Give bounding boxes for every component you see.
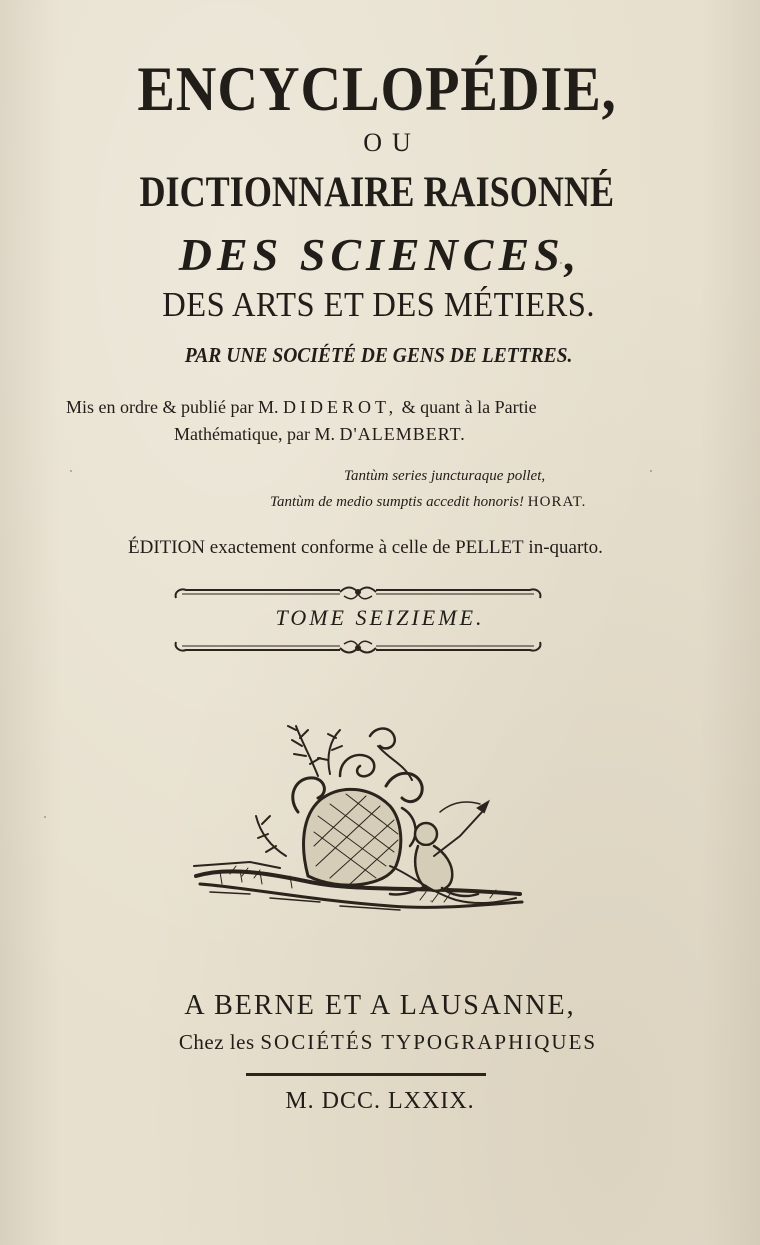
subtitle-dictionnaire: DICTIONNAIRE RAISONNÉ (139, 169, 615, 216)
paper-speck (44, 816, 46, 818)
paper-speck (560, 262, 562, 264)
editor-dalembert: D'ALEMBERT. (339, 424, 466, 444)
edition-text: exactement conforme à celle de (209, 537, 451, 558)
paper-speck (650, 470, 652, 472)
edition-word: ÉDITION (128, 537, 206, 558)
scroll-border-bottom-icon (172, 636, 544, 656)
editors-line-1 (66, 397, 537, 418)
main-title: ENCYCLOPÉDIE, (137, 53, 617, 124)
edition-format: in-quarto. (528, 537, 603, 558)
motto-line-2-text: Tantùm de medio sumptis accedit honoris! (270, 494, 525, 510)
edition-line (128, 537, 603, 559)
publisher-name: SOCIÉTÉS TYPOGRAPHIQUES (260, 1030, 598, 1054)
motto-line-2 (270, 494, 586, 511)
publisher-prefix: Chez les (178, 1030, 255, 1054)
imprint-publisher (8, 1030, 760, 1055)
imprint-date: M. DCC. LXXIX. (285, 1088, 475, 1114)
imprint-rule (246, 1073, 486, 1076)
subtitle-arts: DES ARTS ET DES MÉTIERS. (162, 285, 595, 324)
editor-diderot: DIDEROT, (282, 397, 398, 417)
motto-author: HORAT. (527, 494, 587, 510)
editors-prefix: Mis en ordre & publié par M. (66, 397, 279, 417)
ornamental-vignette-icon (190, 716, 530, 926)
editors-line-2 (174, 424, 466, 445)
authorship-line: PAR UNE SOCIÉTÉ DE GENS DE LETTRES. (184, 343, 573, 367)
edition-pellet: PELLET (455, 537, 524, 558)
subtitle-ou: OU (363, 128, 421, 157)
subtitle-sciences: DES SCIENCES, (178, 229, 582, 280)
paper-speck (70, 470, 72, 472)
motto-line-1: Tantùm series juncturaque pollet, (344, 468, 546, 484)
imprint-place: A BERNE ET A LAUSANNE, (184, 990, 576, 1021)
scroll-border-top-icon (172, 584, 544, 604)
volume-title: TOME SEIZIEME. (275, 605, 485, 630)
editors-prefix-2: Mathématique, par M. (174, 424, 335, 444)
editors-suffix: & quant à la Partie (401, 397, 537, 417)
paper-speck (430, 900, 432, 902)
